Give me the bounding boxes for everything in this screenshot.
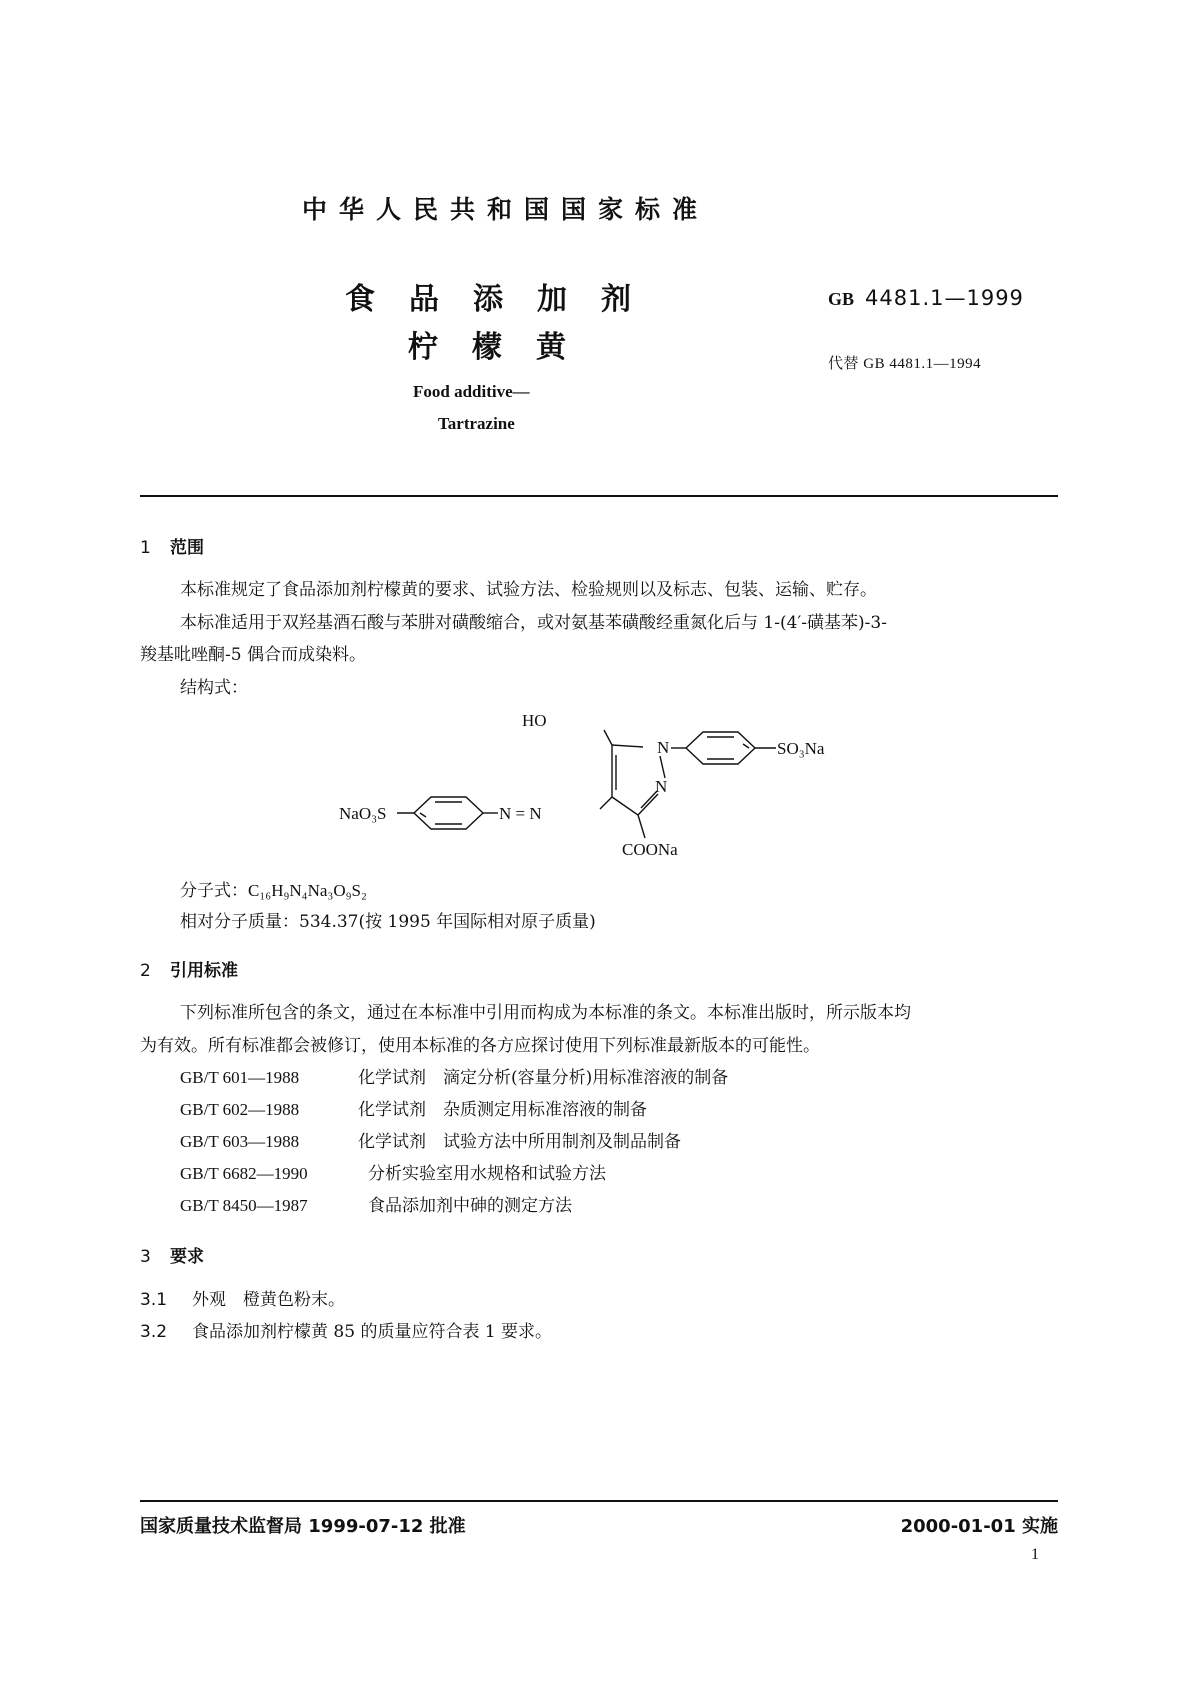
ring-bond — [612, 745, 643, 747]
ho-bond — [604, 730, 612, 745]
reference-code: GB/T 603—1988 — [180, 1132, 300, 1151]
molecular-formula: C₁₆H₉N₄Na₃O₉S₂ — [248, 881, 367, 900]
section-2-paragraph-line1: 下列标准所包含的条文，通过在本标准中引用而构成为本标准的条文。本标准出版时，所示版本均 — [180, 1003, 911, 1023]
molecular-formula-line — [180, 875, 367, 907]
formula-label: 分子式： — [180, 881, 248, 901]
azo-ring-bond — [600, 797, 612, 809]
section-title: 要求 — [170, 1247, 204, 1267]
english-title-line2: Tartrazine — [438, 414, 515, 433]
section-2-heading — [140, 956, 238, 981]
label-ho: HO — [522, 711, 547, 730]
section-1-paragraph-2-line1: 本标准适用于双羟基酒石酸与苯肼对磺酸缩合，或对氨基苯磺酸经重氮化后与 1-(4′-磺基苯)-3- — [180, 613, 887, 633]
implementation-line: 2000-01-01 实施 — [900, 1516, 1058, 1537]
label-nao3s-left: NaO₃S — [339, 804, 387, 823]
standard-number: 4481.1—1999 — [865, 286, 1024, 310]
ring-bond — [638, 794, 658, 815]
header-divider — [140, 495, 1058, 497]
section-1-paragraph-2-line2: 羧基吡唑酮-5 偶合而成染料。 — [140, 645, 366, 665]
reference-item — [180, 1127, 681, 1152]
section-1-heading — [140, 533, 204, 558]
reference-code: GB/T 8450—1987 — [180, 1196, 308, 1215]
ring-bond — [660, 756, 665, 778]
reference-code: GB/T 601—1988 — [180, 1068, 300, 1087]
structural-formula-diagram — [339, 700, 830, 870]
page-number: 1 — [1031, 1546, 1039, 1563]
section-number: 2 — [140, 961, 151, 981]
requirement-number: 3.1 — [140, 1290, 168, 1310]
reference-title: 化学试剂 杂质测定用标准溶液的制备 — [358, 1100, 647, 1120]
ring-bond — [612, 797, 638, 815]
replaces-standard: 代替 GB 4481.1—1994 — [828, 356, 982, 372]
section-3-heading — [140, 1242, 204, 1267]
label-azo: N = N — [499, 804, 542, 823]
approval-line: 国家质量技术监督局 1999-07-12 批准 — [140, 1516, 466, 1537]
reference-title: 食品添加剂中砷的测定方法 — [368, 1196, 572, 1216]
national-standard-heading: 中华人民共和国国家标准 — [302, 195, 710, 224]
label-n2: N — [655, 777, 668, 796]
section-title: 范围 — [170, 538, 204, 558]
molecular-mass-line: 相对分子质量：534.37(按 1995 年国际相对原子质量) — [180, 912, 596, 932]
requirement-text: 外观 橙黄色粉末。 — [192, 1290, 345, 1310]
structure-label: 结构式： — [180, 678, 248, 698]
section-2-paragraph-line2: 为有效。所有标准都会被修订，使用本标准的各方应探讨使用下列标准最新版本的可能性。 — [140, 1036, 820, 1056]
standard-prefix: GB — [828, 289, 855, 309]
label-n1: N — [657, 738, 670, 757]
requirement-text: 食品添加剂柠檬黄 85 的质量应符合表 1 要求。 — [192, 1322, 553, 1342]
reference-item — [180, 1159, 606, 1184]
reference-code: GB/T 6682—1990 — [180, 1164, 308, 1183]
section-number: 1 — [140, 538, 151, 558]
title-food-additive: 食品添加剂 — [345, 282, 665, 317]
label-so3na-right: SO₃Na — [777, 739, 825, 758]
reference-item — [180, 1063, 728, 1088]
label-coona: COONa — [622, 840, 678, 859]
coona-bond — [638, 815, 645, 838]
requirement-number: 3.2 — [140, 1322, 168, 1342]
section-title: 引用标准 — [170, 961, 238, 981]
requirement-item — [140, 1317, 552, 1342]
requirement-item — [140, 1285, 345, 1310]
section-1-paragraph-1: 本标准规定了食品添加剂柠檬黄的要求、试验方法、检验规则以及标志、包装、运输、贮存。 — [180, 580, 877, 600]
benzene-inner-bond — [743, 744, 749, 748]
benzene-inner-bond — [420, 813, 426, 817]
reference-title: 分析实验室用水规格和试验方法 — [368, 1164, 606, 1184]
reference-item — [180, 1095, 647, 1120]
english-title-line1: Food additive— — [413, 382, 530, 401]
reference-code: GB/T 602—1988 — [180, 1100, 300, 1119]
section-number: 3 — [140, 1247, 151, 1267]
title-tartrazine: 柠檬黄 — [408, 330, 600, 365]
reference-title: 化学试剂 试验方法中所用制剂及制品制备 — [358, 1132, 681, 1152]
reference-title: 化学试剂 滴定分析(容量分析)用标准溶液的制备 — [358, 1068, 729, 1088]
footer-divider — [140, 1500, 1058, 1502]
reference-item — [180, 1191, 572, 1216]
